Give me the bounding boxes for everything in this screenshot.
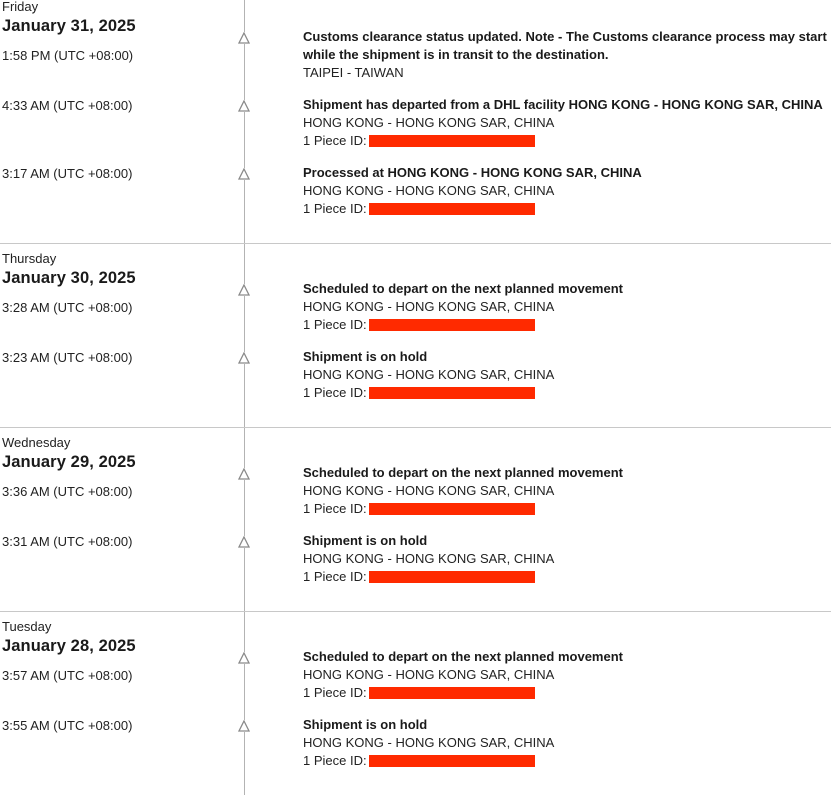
event-title: Scheduled to depart on the next planned movement [303, 649, 623, 664]
piece-id-label: 1 Piece ID: [303, 385, 367, 400]
piece-id-label: 1 Piece ID: [303, 569, 367, 584]
triangle-outline-icon [238, 652, 250, 664]
event-location: HONG KONG - HONG KONG SAR, CHINA [303, 183, 555, 198]
event-location: HONG KONG - HONG KONG SAR, CHINA [303, 367, 555, 382]
triangle-outline-icon [238, 284, 250, 296]
event-time: 3:36 AM (UTC +08:00) [2, 484, 133, 499]
event-location: HONG KONG - HONG KONG SAR, CHINA [303, 735, 555, 750]
event-details [303, 96, 828, 150]
event-location: HONG KONG - HONG KONG SAR, CHINA [303, 115, 555, 130]
redacted-piece-id [369, 203, 535, 215]
triangle-outline-icon [238, 168, 250, 180]
event-time: 3:55 AM (UTC +08:00) [2, 718, 133, 733]
event-time: 1:58 PM (UTC +08:00) [2, 48, 134, 63]
event-details [303, 28, 828, 82]
event-time: 4:33 AM (UTC +08:00) [2, 98, 133, 113]
event-details [303, 348, 828, 402]
redacted-piece-id [369, 503, 535, 515]
triangle-outline-icon [238, 32, 250, 44]
piece-id-label: 1 Piece ID: [303, 685, 367, 700]
event-location: HONG KONG - HONG KONG SAR, CHINA [303, 667, 555, 682]
event-piece-id [303, 316, 828, 334]
event-piece-id [303, 132, 828, 150]
timeline-axis [244, 244, 245, 427]
event-title: Shipment is on hold [303, 717, 428, 732]
event-location: HONG KONG - HONG KONG SAR, CHINA [303, 299, 555, 314]
event-title: Shipment is on hold [303, 533, 428, 548]
event-details [303, 716, 828, 770]
event-time: 3:31 AM (UTC +08:00) [2, 534, 133, 549]
redacted-piece-id [369, 319, 535, 331]
day-date: January 29, 2025 [2, 453, 136, 471]
triangle-outline-icon [238, 468, 250, 480]
day-weekday: Wednesday [2, 435, 71, 450]
timeline-day [0, 0, 831, 243]
piece-id-label: 1 Piece ID: [303, 753, 367, 768]
day-date: January 28, 2025 [2, 637, 136, 655]
event-details [303, 280, 828, 334]
event-time: 3:17 AM (UTC +08:00) [2, 166, 133, 181]
piece-id-label: 1 Piece ID: [303, 201, 367, 216]
event-location: TAIPEI - TAIWAN [303, 65, 404, 80]
day-date: January 31, 2025 [2, 17, 136, 35]
piece-id-label: 1 Piece ID: [303, 501, 367, 516]
triangle-outline-icon [238, 100, 250, 112]
timeline-axis [244, 428, 245, 611]
event-location: HONG KONG - HONG KONG SAR, CHINA [303, 483, 555, 498]
triangle-outline-icon [238, 352, 250, 364]
day-weekday: Tuesday [2, 619, 52, 634]
event-piece-id [303, 384, 828, 402]
event-piece-id [303, 200, 828, 218]
timeline-day [0, 428, 831, 611]
event-piece-id [303, 568, 828, 586]
redacted-piece-id [369, 755, 535, 767]
event-time: 3:28 AM (UTC +08:00) [2, 300, 133, 315]
timeline-day [0, 612, 831, 795]
redacted-piece-id [369, 135, 535, 147]
event-time: 3:23 AM (UTC +08:00) [2, 350, 133, 365]
event-time: 3:57 AM (UTC +08:00) [2, 668, 133, 683]
event-piece-id [303, 752, 828, 770]
event-title: Processed at HONG KONG - HONG KONG SAR, CHINA [303, 165, 642, 180]
event-details [303, 464, 828, 518]
event-piece-id [303, 684, 828, 702]
piece-id-label: 1 Piece ID: [303, 133, 367, 148]
redacted-piece-id [369, 571, 535, 583]
event-details [303, 532, 828, 586]
event-details [303, 164, 828, 218]
day-weekday: Thursday [2, 251, 57, 266]
redacted-piece-id [369, 687, 535, 699]
event-title: Customs clearance status updated. Note - The Customs clearance process may start while the shipment is in transit to the destination. [303, 29, 827, 62]
timeline-day [0, 244, 831, 427]
event-location: HONG KONG - HONG KONG SAR, CHINA [303, 551, 555, 566]
redacted-piece-id [369, 387, 535, 399]
triangle-outline-icon [238, 536, 250, 548]
event-title: Scheduled to depart on the next planned movement [303, 465, 623, 480]
piece-id-label: 1 Piece ID: [303, 317, 367, 332]
event-title: Scheduled to depart on the next planned movement [303, 281, 623, 296]
event-title: Shipment has departed from a DHL facility HONG KONG - HONG KONG SAR, CHINA [303, 97, 823, 112]
event-title: Shipment is on hold [303, 349, 428, 364]
event-details [303, 648, 828, 702]
day-date: January 30, 2025 [2, 269, 136, 287]
triangle-outline-icon [238, 720, 250, 732]
event-piece-id [303, 500, 828, 518]
timeline-axis [244, 612, 245, 795]
day-weekday: Friday [2, 0, 39, 14]
